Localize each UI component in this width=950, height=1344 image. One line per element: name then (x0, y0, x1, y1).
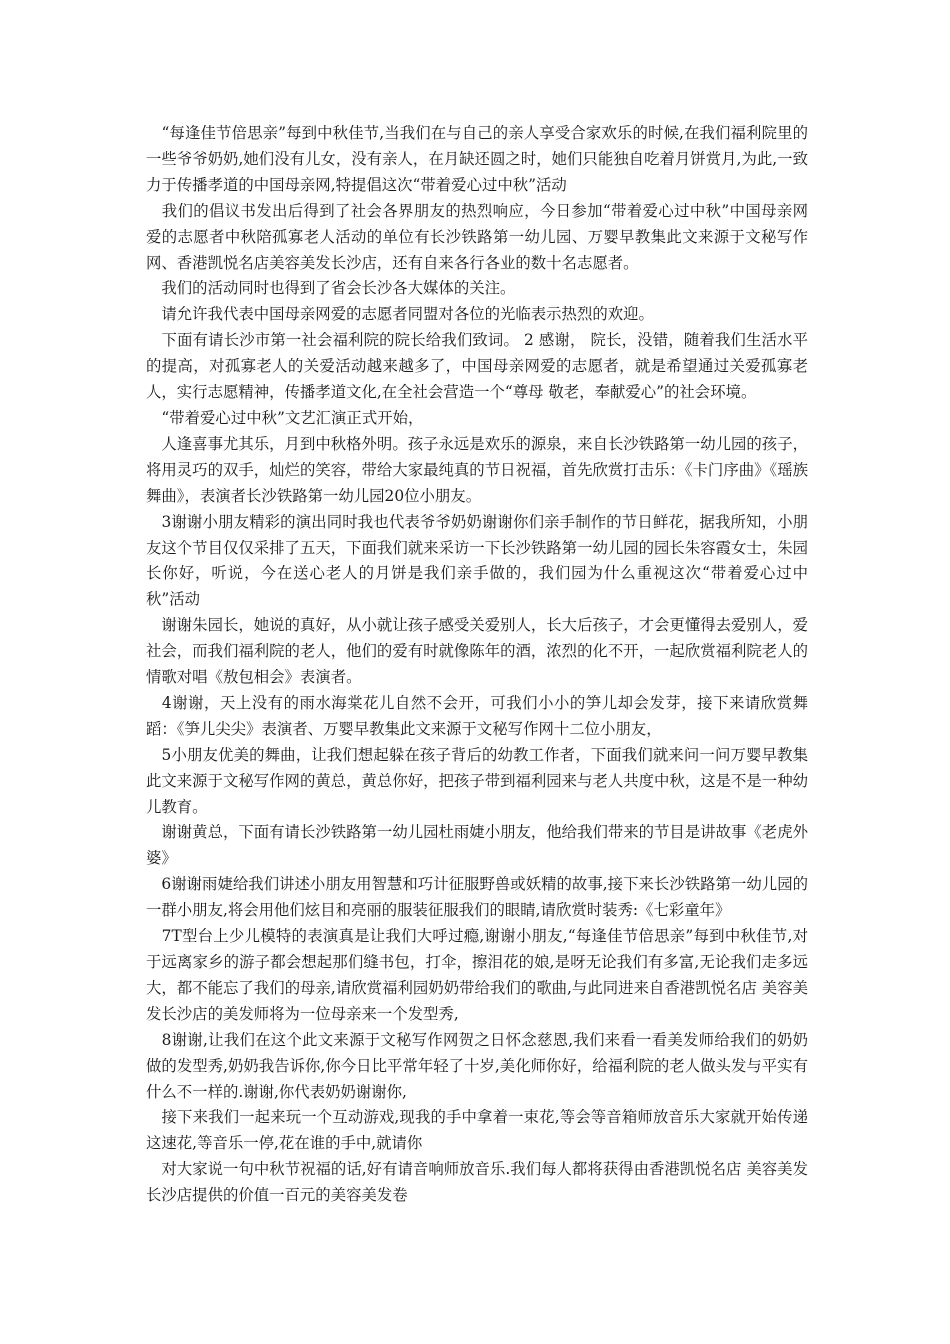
paragraph-thanks-zhu: 谢谢朱园长，她说的真好，从小就让孩子感受关爱别人，长大后孩子，才会更懂得去爱别人，爱社会，而我们福利院的老人，他们的爱有时就像陈年的酒，浓烈的化不开，一起欣赏福利院老人的情歌对唱《敖包相会》表演者。 (146, 616, 808, 687)
paragraph-show-start: “带着爱心过中秋”文艺汇演正式开始， (146, 408, 424, 427)
document-body (146, 121, 808, 1209)
paragraph-welcome: 请允许我代表中国母亲网爱的志愿者同盟对各位的光临表示热烈的欢迎。 (146, 305, 654, 324)
paragraph-thanks-huang: 谢谢黄总，下面有请长沙铁路第一幼儿园杜雨婕小朋友，他给我们带来的节目是讲故事《老虎外婆》 (146, 823, 808, 868)
paragraph-thanks-8: 8谢谢,让我们在这个此文来源于文秘写作网贺之日怀念慈恩,我们来看一看美发师给我们的奶奶做的发型秀,奶奶我告诉你,你今日比平常年轻了十岁,美化师你好，给福利院的老人做头发与平实有什么不一样的.谢谢,你代表奶奶谢谢你, (146, 1030, 808, 1101)
paragraph-thanks-5: 5小朋友优美的舞曲，让我们想起躲在孩子背后的幼教工作者，下面我们就来问一问万婴早教集此文来源于文秘写作网的黄总，黄总你好，把孩子带到福利园来与老人共度中秋，这是不是一种幼儿教育。 (146, 745, 808, 816)
paragraph-thanks-4: 4谢谢，天上没有的雨水海棠花儿自然不会开，可我们小小的笋儿却会发芽，接下来请欣赏舞 蹈：《笋儿尖尖》表演者、万婴早教集此文来源于文秘写作网十二位小朋友， (146, 693, 808, 738)
paragraph-media-attention: 我们的活动同时也得到了省会长沙各大媒体的关注。 (146, 279, 516, 298)
paragraph-game: 接下来我们一起来玩一个互动游戏,现我的手中拿着一束花,等会等音箱师放音乐大家就开始传递这速花,等音乐一停,花在谁的手中,就请你 (146, 1108, 808, 1153)
paragraph-thanks-7: 7T型台上少儿模特的表演真是让我们大呼过瘾,谢谢小朋友,“每逢佳节倍思亲”每到中秋佳节,对于远离家乡的游子都会想起那们缝书包，打伞，擦泪花的娘,是呀无论我们有多富,无论我们走多远大，都不能忘了我们的母亲,请欣赏福利园奶奶带给我们的歌曲,与此同进来自香港凯悦名店 美容美发长沙店的美发师将为一位母亲来一个发型秀, (146, 927, 808, 1023)
paragraph-director-speech: 下面有请长沙市第一社会福利院的院长给我们致词。 2 感谢， 院长，没错，随着我们生活水平的提高，对孤寡老人的关爱活动越来越多了，中国母亲网爱的志愿者，就是希望通过关爱孤寡老人，实行志愿精神，传播孝道文化,在全社会营造一个“尊母 敬老，奉献爱心”的社会环境。 (146, 331, 808, 402)
paragraph-intro: “每逢佳节倍思亲”每到中秋佳节,当我们在与自己的亲人享受合家欢乐的时候,在我们福利院里的一些爷爷奶奶,她们没有儿女，没有亲人，在月缺还圆之时，她们只能独自吃着月饼赏月,为此,一致力于传播孝道的中国母亲网,特提倡这次“带着爱心过中秋”活动 (146, 124, 808, 194)
paragraph-proposal-response: 我们的倡议书发出后得到了社会各界朋友的热烈响应，今日参加“带着爱心过中秋”中国母亲网爱的志愿者中秋陪孤寡老人活动的单位有长沙铁路第一幼儿园、万婴早教集此文来源于文秘写作网、香港凯悦名店美容美发长沙店，还有自来各行各业的数十名志愿者。 (146, 201, 808, 272)
paragraph-percussion: 人逢喜事尤其乐，月到中秋格外明。孩子永远是欢乐的源泉，来自长沙铁路第一幼儿园的孩子，将用灵巧的双手，灿烂的笑容，带给大家最纯真的节日祝福，首先欣赏打击乐：《卡门序曲》《瑶族舞曲》，表演者长沙铁路第一幼儿园20位小朋友。 (146, 434, 808, 505)
paragraph-closing: 对大家说一句中秋节祝福的话,好有请音响师放音乐.我们每人都将获得由香港凯悦名店 美容美发长沙店提供的价值一百元的美容美发卷 (146, 1160, 808, 1205)
paragraph-thanks-3: 3谢谢小朋友精彩的演出同时我也代表爷爷奶奶谢谢你们亲手制作的节日鲜花，据我所知，小朋友这个节目仅仅采排了五天，下面我们就来采访一下长沙铁路第一幼儿园的园长朱容霞女士，朱园长你好，听说，今在送心老人的月饼是我们亲手做的，我们园为什么重视这次“带着爱心过中秋”活动 (146, 512, 808, 609)
paragraph-thanks-6: 6谢谢雨婕给我们讲述小朋友用智慧和巧计征服野兽或妖精的故事,接下来长沙铁路第一幼儿园的一群小朋友,将会用他们炫目和亮丽的服装征服我们的眼睛,请欣赏时装秀:《七彩童年》 (146, 875, 808, 920)
